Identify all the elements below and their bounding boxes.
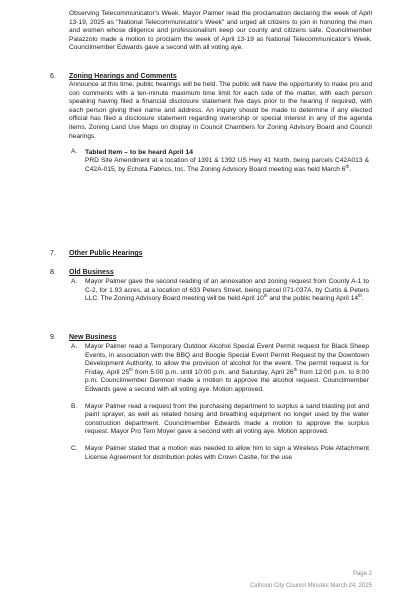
page-number: Page 2 [352, 571, 372, 577]
section-title: Old Business [69, 269, 114, 276]
item-label: B. [71, 402, 78, 410]
item-text: Mayor Palmer gave the second reading of an annexation and zoning request from County A-1 to C-2, for 1.93 acres, at a location of 633 Peters Street, being parcel 071-037A, by Curtis & Peters LLC. The Zoning Advisory Board meeting will be held April 10th and the public hearing April 14th. [85, 278, 369, 303]
section-new-business [50, 333, 369, 462]
section-number: 8. [50, 269, 56, 276]
section-zoning [50, 72, 372, 174]
item-label: A. [71, 278, 78, 285]
section-heading [50, 268, 369, 277]
list-item [69, 343, 369, 395]
section-title: Zoning Hearings and Comments [69, 73, 177, 80]
item-text: Mayor Palmer read a request from the purchasing department to surplus a sand blasting pot and paint sprayer, as well as related hosing and breathing equipment no longer used by the water construction department. Councilmember Edwards made a motion to approve the surplus request. Mayor Pro Tem Moyer gave a second with all voting aye. Motion approved. [85, 402, 369, 436]
section-title: New Business [69, 334, 117, 341]
section-number: 9. [50, 334, 56, 341]
section-heading [50, 72, 372, 81]
item-text: Mayor Palmer stated that a motion was needed to allow him to sign a Wireless Pole Attachment License Agreement for distribution poles with Crown Castle, for the use [85, 444, 369, 461]
item-label: A. [71, 148, 78, 156]
section-title: Other Public Hearings [69, 250, 143, 257]
list-item [69, 278, 369, 304]
item-title: Tabled Item – to be heard April 14 [85, 149, 194, 157]
item-text: Mayor Palmer read a Temporary Outdoor Alcohol Special Event Permit request for Black Sheep Events, in association with the BBQ and Boogie Special Event Permit Request by the Downtown Development Authority, to allow the provision of alcohol for the event. The permit request is for Friday, April 25th from 5:00 p.m. until 10:00 p.m. and Saturday, April 26th from 12:00 p.m. to 8:00 p.m. Councilmember Denmon made a motion to approve the alcohol request. Councilmember Edwards gave a second with all voting aye. Motion approved. [85, 343, 369, 393]
item-text: PRD Site Amendment at a location of 1391 & 1392 US Hwy 41 North, being parcels C42A013 & C42A-015, by Echota Fabrics, Inc. The Zoning Advisory Board meeting was held March 6th. [85, 157, 369, 173]
list-item [69, 403, 369, 437]
document-footer: Calhoun City Council Minutes March 24, 2025 [249, 583, 372, 589]
section-other-hearings [50, 249, 143, 258]
section-number: 7. [50, 250, 56, 257]
item-label: C. [71, 444, 78, 452]
section-old-business [50, 268, 369, 304]
section-heading [50, 333, 369, 342]
intro-paragraph [69, 10, 372, 53]
section-body: Announce at this time, public hearings will be held. The public will have the opportunity to make pro and con comments with a ten-minute maximum time limit for each side of the matter, with each person speaking having filed a financial disclosure statement five days prior to the hearing if required, with each person giving their name and address. An inquiry should be made to determine if any elected official has filed a disclosure statement regarding ownership or special interest in any of the agenda items. Zoning Land Use Maps on display in Council Chambers for Zoning Advisory Board and Council hearings. [69, 81, 372, 140]
section-number: 6. [50, 73, 56, 80]
item-label: A. [71, 343, 78, 350]
section-heading [50, 249, 143, 258]
list-item [69, 148, 369, 174]
list-item [69, 445, 369, 462]
intro-text: Observing Telecommunicator's Week. Mayor Palmer read the proclamation declaring the week of April 13-19, 2025 as "National Telecommunicator's Week" and urged all citizens to join in honoring the men and women whose diligence and professionalism keep our county and citizens safe. Councilmember Palazzolo made a motion to proclaim the week of April 13-19 as National Telecommunicator's Week. Councilmember Edwards gave a second with all voting aye. [69, 10, 372, 52]
